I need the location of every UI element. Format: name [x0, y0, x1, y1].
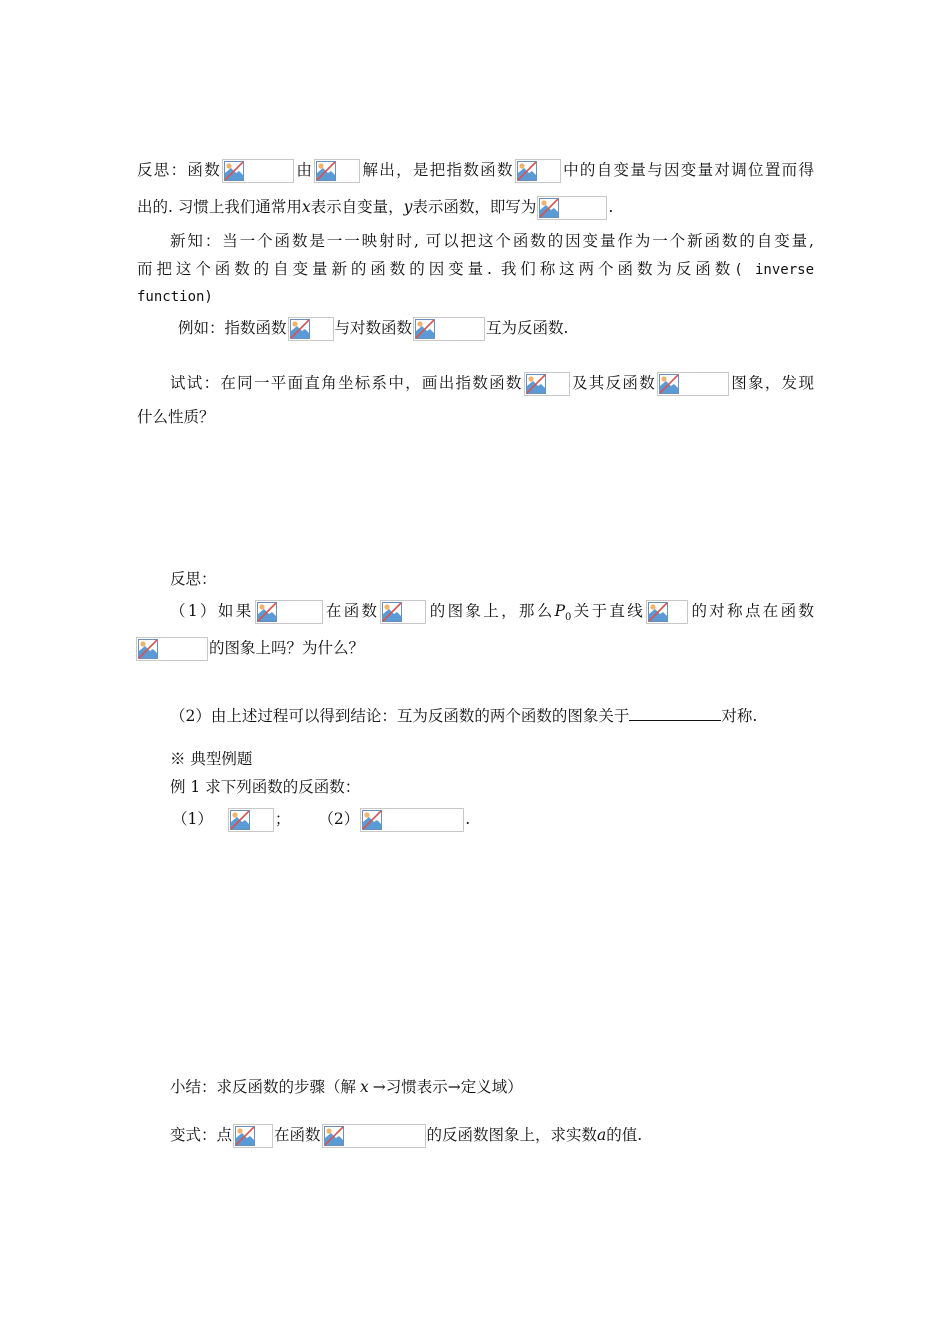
formula-image: [136, 637, 208, 661]
section-heading: ※ 典型例题: [170, 750, 253, 768]
broken-image-icon: [230, 810, 250, 830]
broken-image-icon: [648, 602, 668, 622]
paragraph-line: 什么性质？: [137, 408, 215, 426]
formula-image: [646, 600, 688, 624]
paragraph-line: function): [137, 289, 213, 305]
broken-image-icon: [257, 602, 277, 622]
paragraph-line: 出的. 习惯上我们通常用x表示自变量，y表示函数，即写为 .: [137, 196, 613, 220]
formula-image: [413, 317, 485, 341]
paragraph-line: 而把这个函数的自变量新的函数的因变量. 我们称这两个函数为反函数( inverse: [137, 260, 815, 278]
formula-image: [288, 317, 334, 341]
paragraph-line: 例如：指数函数 与对数函数 互为反函数.: [178, 317, 568, 341]
formula-image: [657, 372, 729, 396]
broken-image-icon: [517, 161, 537, 181]
formula-image: [222, 159, 294, 183]
broken-image-icon: [324, 1126, 344, 1146]
formula-image: [360, 808, 464, 832]
broken-image-icon: [415, 319, 435, 339]
fill-blank: [629, 704, 721, 721]
broken-image-icon: [362, 810, 382, 830]
formula-image: [537, 196, 607, 220]
formula-image: [233, 1124, 273, 1148]
paragraph-line: （1）如果 在函数 的图象上，那么$P_0$关于直线 的对称点在函数: [170, 602, 814, 624]
broken-image-icon: [316, 161, 336, 181]
example-title: 例 1 求下列函数的反函数：: [170, 778, 361, 796]
formula-image: [314, 159, 360, 183]
broken-image-icon: [224, 161, 244, 181]
formula-image: [524, 372, 570, 396]
formula-image: [380, 600, 426, 624]
broken-image-icon: [659, 374, 679, 394]
broken-image-icon: [235, 1126, 255, 1146]
formula-image: [515, 159, 561, 183]
formula-image: [255, 600, 323, 624]
paragraph-line: 反思：: [170, 570, 217, 588]
formula-image: [322, 1124, 426, 1148]
broken-image-icon: [382, 602, 402, 622]
paragraph-line: 的图象上吗？为什么？: [136, 637, 364, 661]
paragraph-line: 小结：求反函数的步骤（解 x →习惯表示→定义域）: [170, 1078, 523, 1096]
paragraph-line: 反思：函数 由 解出，是把指数函数 中的自变量与因变量对调位置而得: [137, 159, 814, 183]
formula-image: [228, 808, 274, 832]
broken-image-icon: [290, 319, 310, 339]
paragraph-line: 试试：在同一平面直角坐标系中，画出指数函数 及其反函数 图象，发现: [170, 372, 814, 396]
paragraph-line: （2）由上述过程可以得到结论：互为反函数的两个函数的图象关于 对称.: [170, 704, 757, 727]
paragraph-line: 新知：当一个函数是一一映射时, 可以把这个函数的因变量作为一个新函数的自变量,: [170, 232, 814, 250]
paragraph-line: 变式：点 在函数 的反函数图象上，求实数a的值.: [170, 1124, 642, 1148]
broken-image-icon: [138, 639, 158, 659]
broken-image-icon: [539, 198, 559, 218]
paragraph-line: （1） ； （2） .: [172, 808, 470, 832]
broken-image-icon: [526, 374, 546, 394]
